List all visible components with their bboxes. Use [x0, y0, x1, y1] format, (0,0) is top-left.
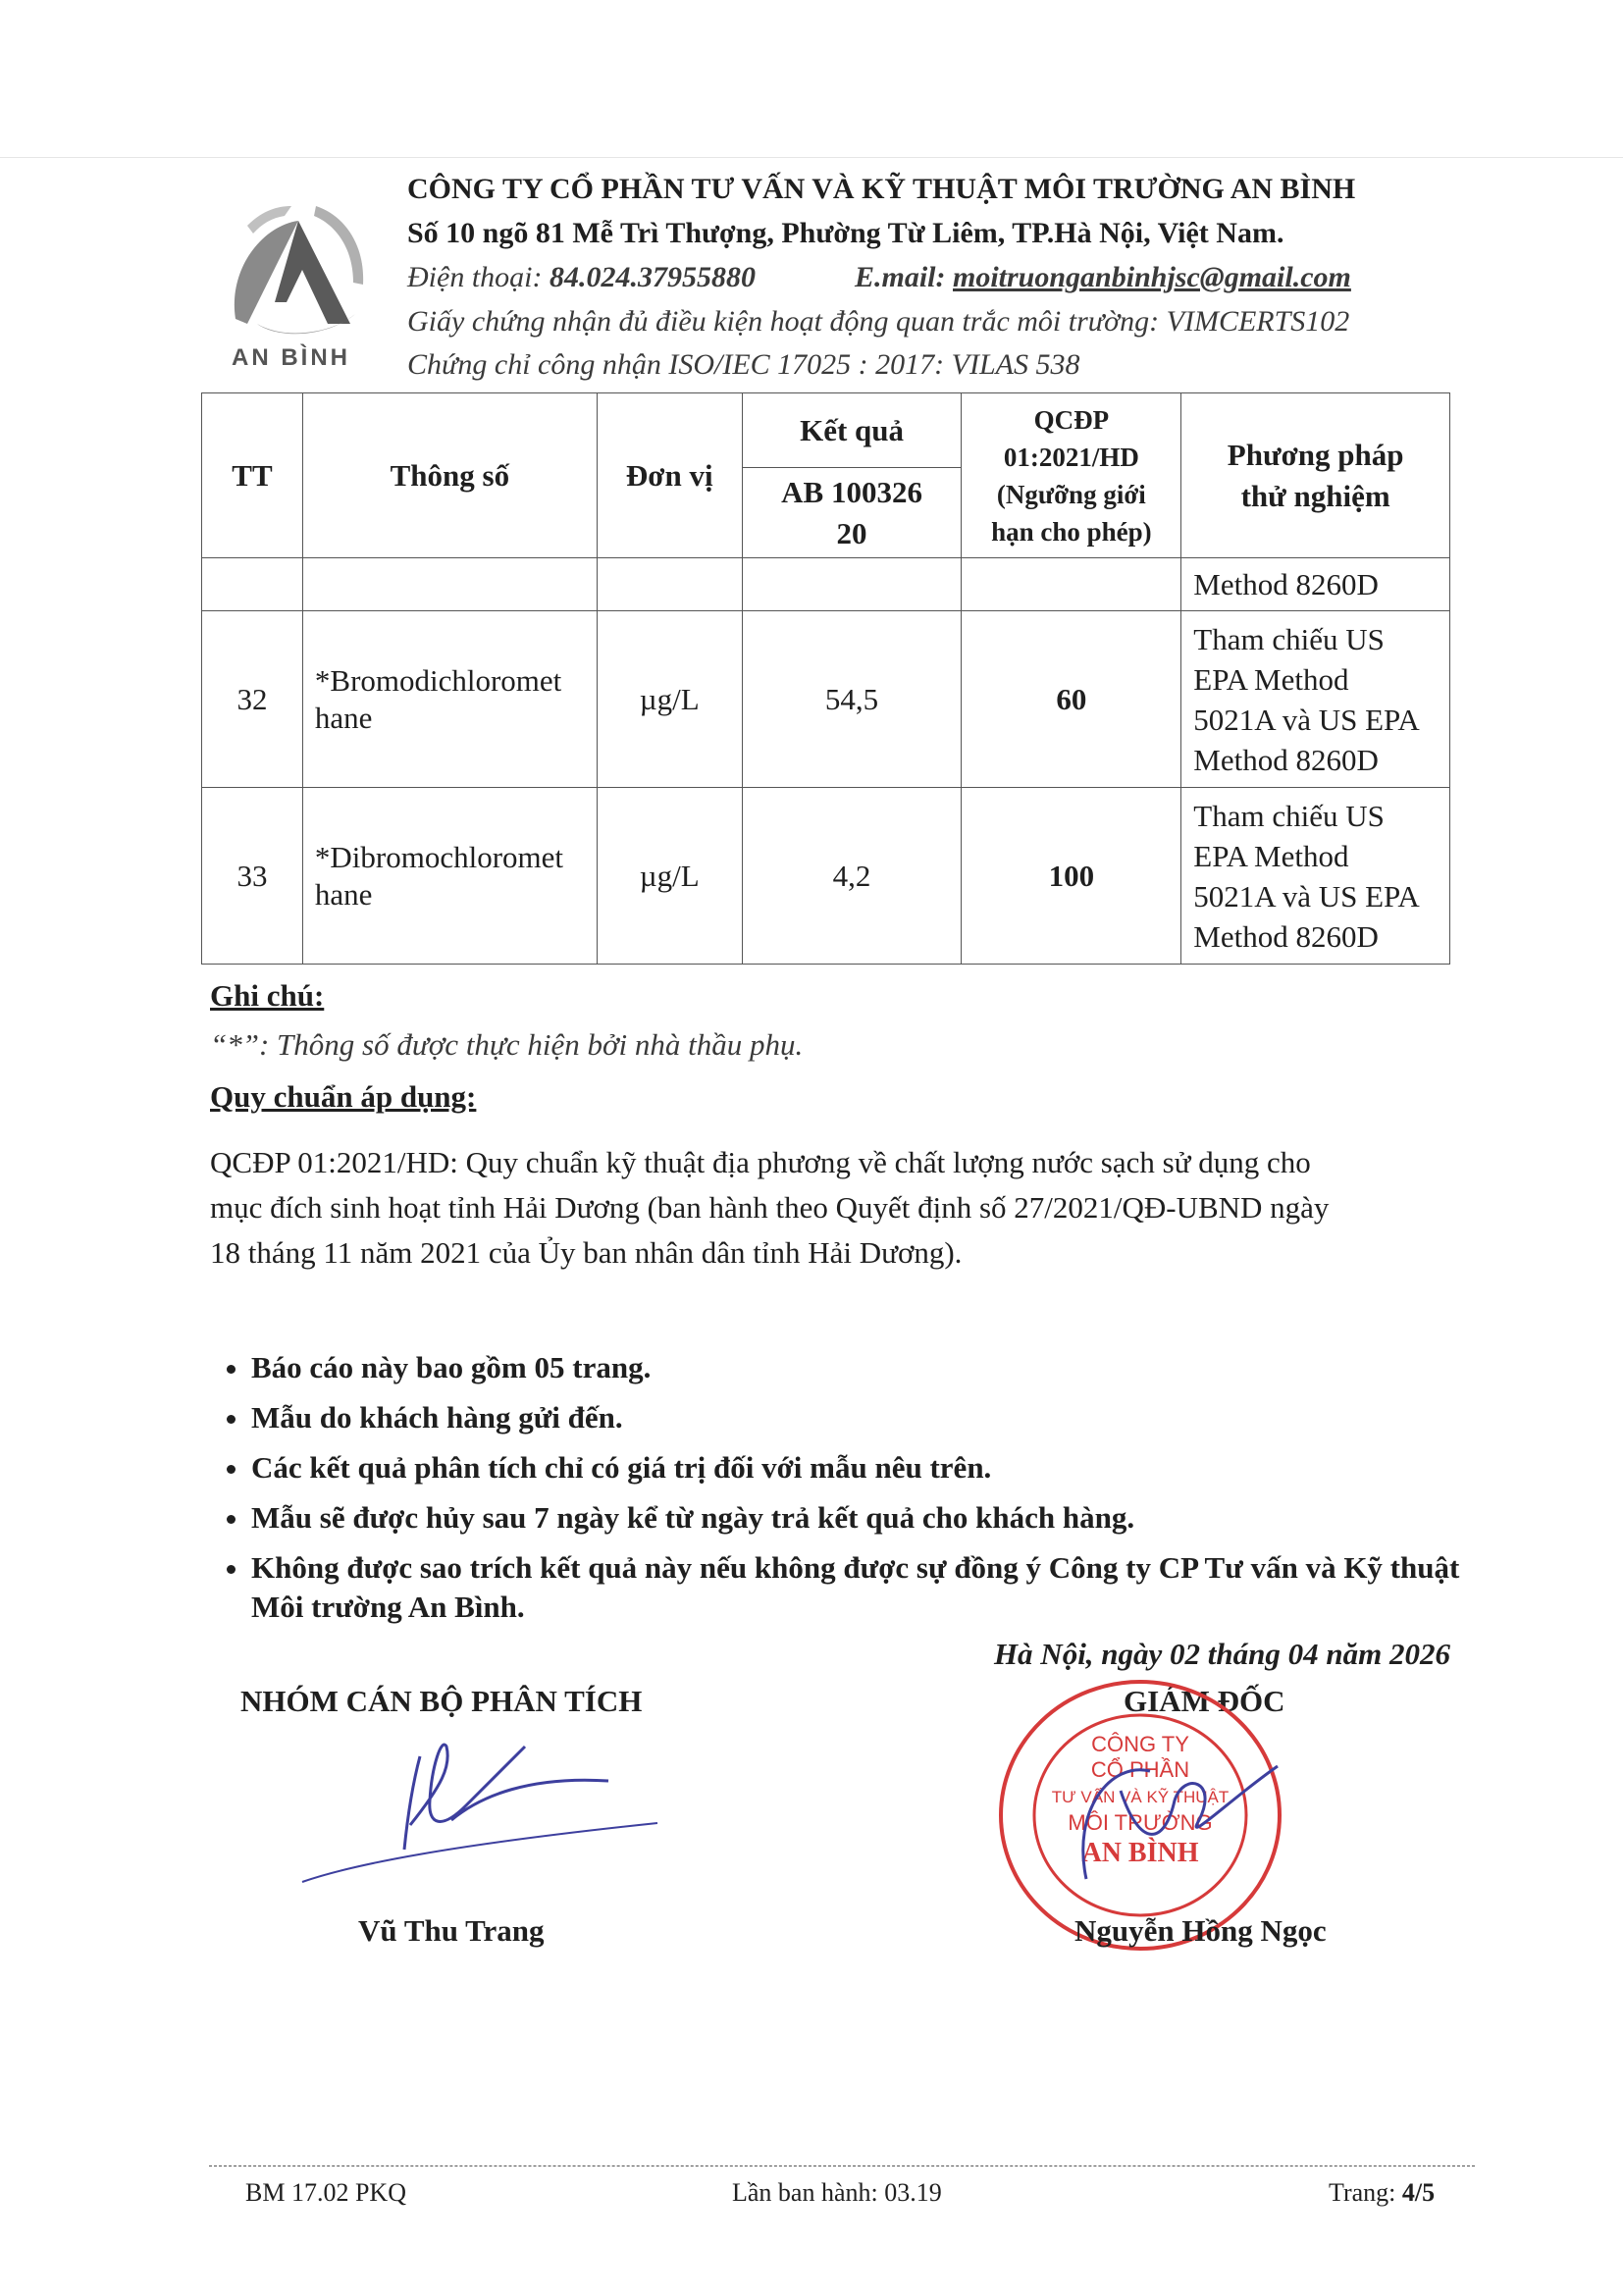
- col-header-sample: [742, 468, 962, 558]
- col-header-limit: [962, 393, 1181, 558]
- company-logo: [218, 177, 375, 373]
- disclaimer-list: [206, 1342, 1517, 1627]
- company-name: CÔNG TY CỔ PHẦN TƯ VẤN VÀ KỸ THUẬT MÔI TRƯỜNG AN BÌNH: [407, 173, 1356, 205]
- list-item: • Báo cáo này bao gồm 05 trang.: [251, 1342, 1517, 1392]
- row-method: Tham chiếu US EPA Method 5021A và US EPA Method 8260D: [1181, 611, 1450, 788]
- stamp-line-2: CỔ PHẦN: [1090, 1757, 1190, 1782]
- limit-line-4: hạn cho phép): [991, 516, 1152, 547]
- col-header-param: Thông số: [302, 393, 597, 558]
- footer-form-code: BM 17.02 PKQ: [245, 2178, 406, 2207]
- notes-title: Ghi chú:: [210, 978, 325, 1013]
- stamp-line-3: TƯ VẤN VÀ KỸ THUẬT: [1051, 1788, 1230, 1806]
- row-unit: µg/L: [597, 611, 742, 788]
- page-current: 4: [1401, 2178, 1415, 2207]
- sample-line-1: AB 100326: [781, 474, 922, 509]
- footer-issue: Lần ban hành: 03.19: [732, 2178, 942, 2207]
- phone-label: Điện thoại:: [407, 261, 543, 293]
- signing-date: Hà Nội, ngày 02 tháng 04 năm 2026: [993, 1637, 1450, 1671]
- list-item: • Các kết quả phân tích chỉ có giá trị đối với mẫu nêu trên.: [251, 1442, 1517, 1492]
- analyst-signature: [294, 1727, 677, 1894]
- director-name: Nguyễn Hồng Ngọc: [1074, 1913, 1327, 1948]
- page-label: Trang:: [1329, 2178, 1396, 2207]
- stamp-line-1: CÔNG TY: [1091, 1732, 1189, 1756]
- table-row: [202, 788, 1450, 965]
- contact-line: [407, 261, 1351, 294]
- stamp-line-5: AN BÌNH: [1081, 1838, 1199, 1868]
- row-tt: 33: [202, 788, 303, 965]
- row-limit: 60: [962, 611, 1181, 788]
- limit-line-3: (Ngưỡng giới: [996, 479, 1146, 509]
- company-address: Số 10 ngõ 81 Mễ Trì Thượng, Phường Từ Liêm, TP.Hà Nội, Việt Nam.: [407, 217, 1284, 249]
- limit-line-2: 01:2021/HD: [1003, 442, 1139, 472]
- col-header-unit: Đơn vị: [597, 393, 742, 558]
- list-item: • Không được sao trích kết quả này nếu không được sự đồng ý Công ty CP Tư vấn và Kỹ thuật Môi trường An Bình.: [251, 1542, 1517, 1627]
- list-item: • Mẫu do khách hàng gửi đến.: [251, 1392, 1517, 1442]
- row-tt: 32: [202, 611, 303, 788]
- standard-title: Quy chuẩn áp dụng:: [210, 1079, 477, 1114]
- results-table: [201, 392, 1450, 965]
- table-row-continued: [202, 558, 1450, 611]
- row-unit: µg/L: [597, 788, 742, 965]
- col-header-method: [1181, 393, 1450, 558]
- analyst-group-title: NHÓM CÁN BỘ PHÂN TÍCH: [240, 1684, 643, 1718]
- row-limit: 100: [962, 788, 1181, 965]
- row-result: 54,5: [742, 611, 962, 788]
- cert-vilas: Chứng chỉ công nhận ISO/IEC 17025 : 2017: VILAS 538: [407, 348, 1080, 381]
- method-line-1: Phương pháp: [1227, 437, 1404, 472]
- sample-line-2: 20: [836, 515, 867, 550]
- footer-page: [1329, 2178, 1435, 2208]
- stamp-line-4: MÔI TRƯỜNG: [1068, 1810, 1213, 1835]
- table-row: [202, 611, 1450, 788]
- analyst-name: Vũ Thu Trang: [358, 1913, 545, 1948]
- row-param: *Dibromochloromet hane: [302, 788, 597, 965]
- row-result: 4,2: [742, 788, 962, 965]
- phone-number: 84.024.37955880: [549, 261, 756, 293]
- email-link[interactable]: moitruonganbinhjsc@gmail.com: [953, 261, 1351, 293]
- col-header-result: Kết quả: [742, 393, 962, 468]
- notes-text: “*”: Thông số được thực hiện bởi nhà thầu phụ.: [210, 1027, 804, 1062]
- logo-text: AN BÌNH: [232, 344, 350, 371]
- director-title: GIÁM ĐỐC: [1124, 1684, 1285, 1718]
- list-item: • Mẫu sẽ được hủy sau 7 ngày kể từ ngày trả kết quả cho khách hàng.: [251, 1492, 1517, 1542]
- cert-vimcerts: Giấy chứng nhận đủ điều kiện hoạt động quan trắc môi trường: VIMCERTS102: [407, 305, 1350, 338]
- row-param: *Bromodichloromet hane: [302, 611, 597, 788]
- method-line-2: thử nghiệm: [1240, 478, 1390, 513]
- row-method: Tham chiếu US EPA Method 5021A và US EPA Method 8260D: [1181, 788, 1450, 965]
- continued-method: Method 8260D: [1181, 558, 1450, 611]
- standard-text: QCĐP 01:2021/HD: Quy chuẩn kỹ thuật địa phương về chất lượng nước sạch sử dụng cho mục đích sinh hoạt tỉnh Hải Dương (ban hành theo Quyết định số 27/2021/QĐ-UBND ngày 18 tháng 11 năm 2021 của Ủy ban nhân dân tỉnh Hải Dương).: [210, 1145, 1330, 1270]
- email-label: E.mail:: [854, 261, 946, 293]
- limit-line-1: QCĐP: [1033, 404, 1110, 435]
- col-header-tt: TT: [202, 393, 303, 558]
- top-rule: [0, 157, 1623, 158]
- page-total: /5: [1414, 2178, 1436, 2207]
